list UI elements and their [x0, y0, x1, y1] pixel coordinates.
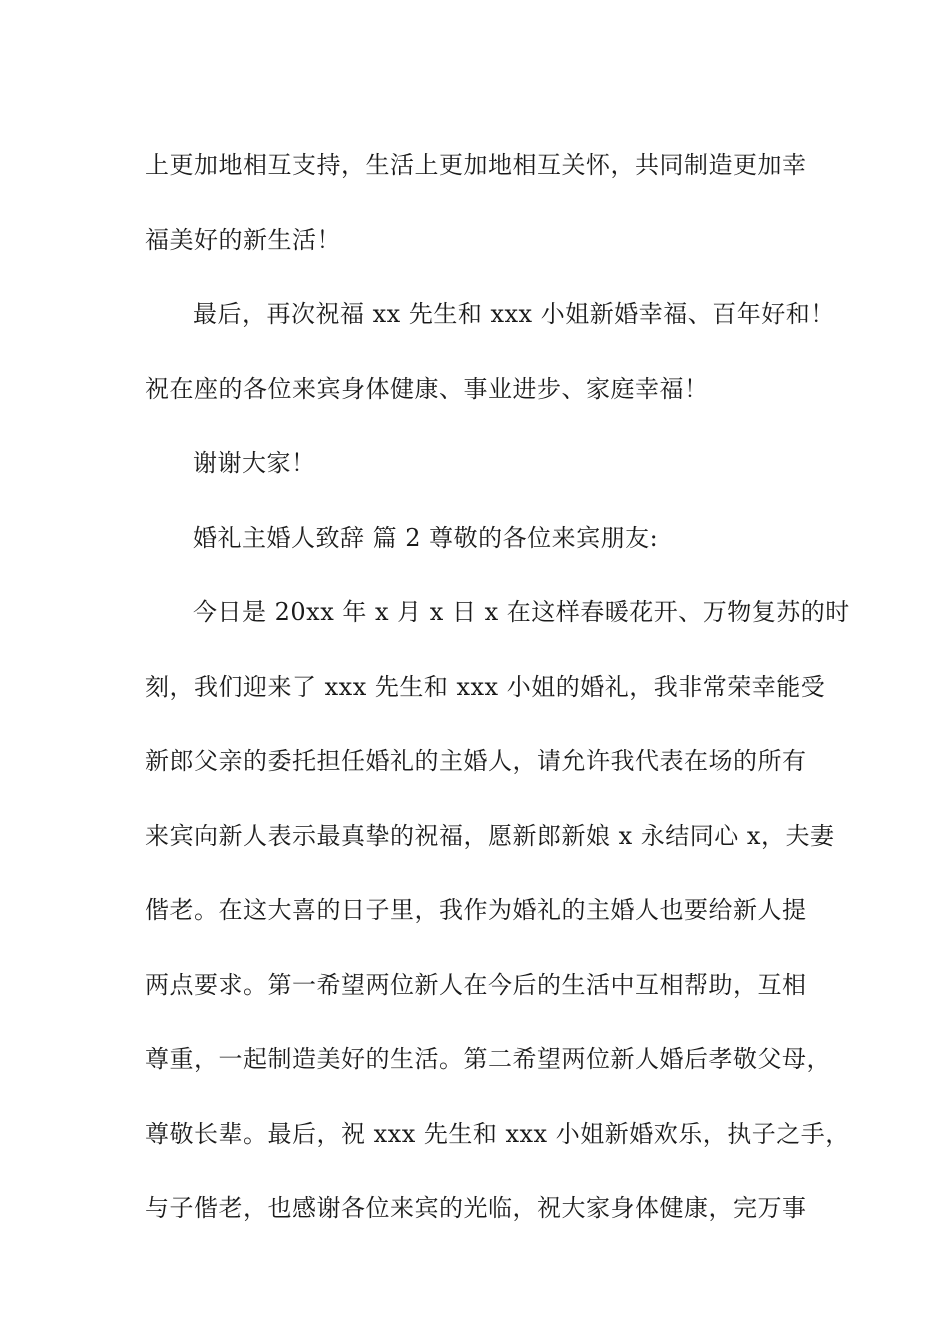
- text-line-4: 祝在座的各位来宾身体健康、事业进步、家庭幸福！: [145, 374, 709, 403]
- text-line-9: 新郎父亲的委托担任婚礼的主婚人，请允许我代表在场的所有: [145, 747, 807, 775]
- text-line-15: 与子偕老，也感谢各位来宾的光临，祝大家身体健康，完万事: [145, 1194, 807, 1222]
- text-line-5: 谢谢大家！: [193, 449, 316, 477]
- text-line-12: 两点要求。第一希望两位新人在今后的生活中互相帮助，互相: [145, 970, 807, 999]
- text-line-2: 福美好的新生活！: [145, 225, 341, 254]
- text-line-14: 尊敬长辈。最后，祝 xxx 先生和 xxx 小姐新婚欢乐，执子之手，: [145, 1119, 850, 1148]
- text-line-10: 来宾向新人表示最真挚的祝福，愿新郎新娘 x 永结同心 x，夫妻: [145, 821, 835, 850]
- text-line-13: 尊重，一起制造美好的生活。第二希望两位新人婚后孝敬父母，: [145, 1045, 831, 1073]
- document-body: [145, 128, 850, 1246]
- text-line-8: 刻，我们迎来了 xxx 先生和 xxx 小姐的婚礼，我非常荣幸能受: [145, 672, 826, 701]
- text-line-1: 上更加地相互支持，生活上更加地相互关怀，共同制造更加幸: [145, 151, 807, 179]
- text-line-11: 偕老。在这大喜的日子里，我作为婚礼的主婚人也要给新人提: [145, 896, 807, 924]
- section-heading-line: 婚礼主婚人致辞 篇 2 尊敬的各位来宾朋友:: [193, 523, 659, 552]
- text-line-3: 最后，再次祝福 xx 先生和 xxx 小姐新婚幸福、百年好和！: [193, 300, 835, 328]
- text-line-7: 今日是 20xx 年 x 月 x 日 x 在这样春暖花开、万物复苏的时: [193, 598, 850, 626]
